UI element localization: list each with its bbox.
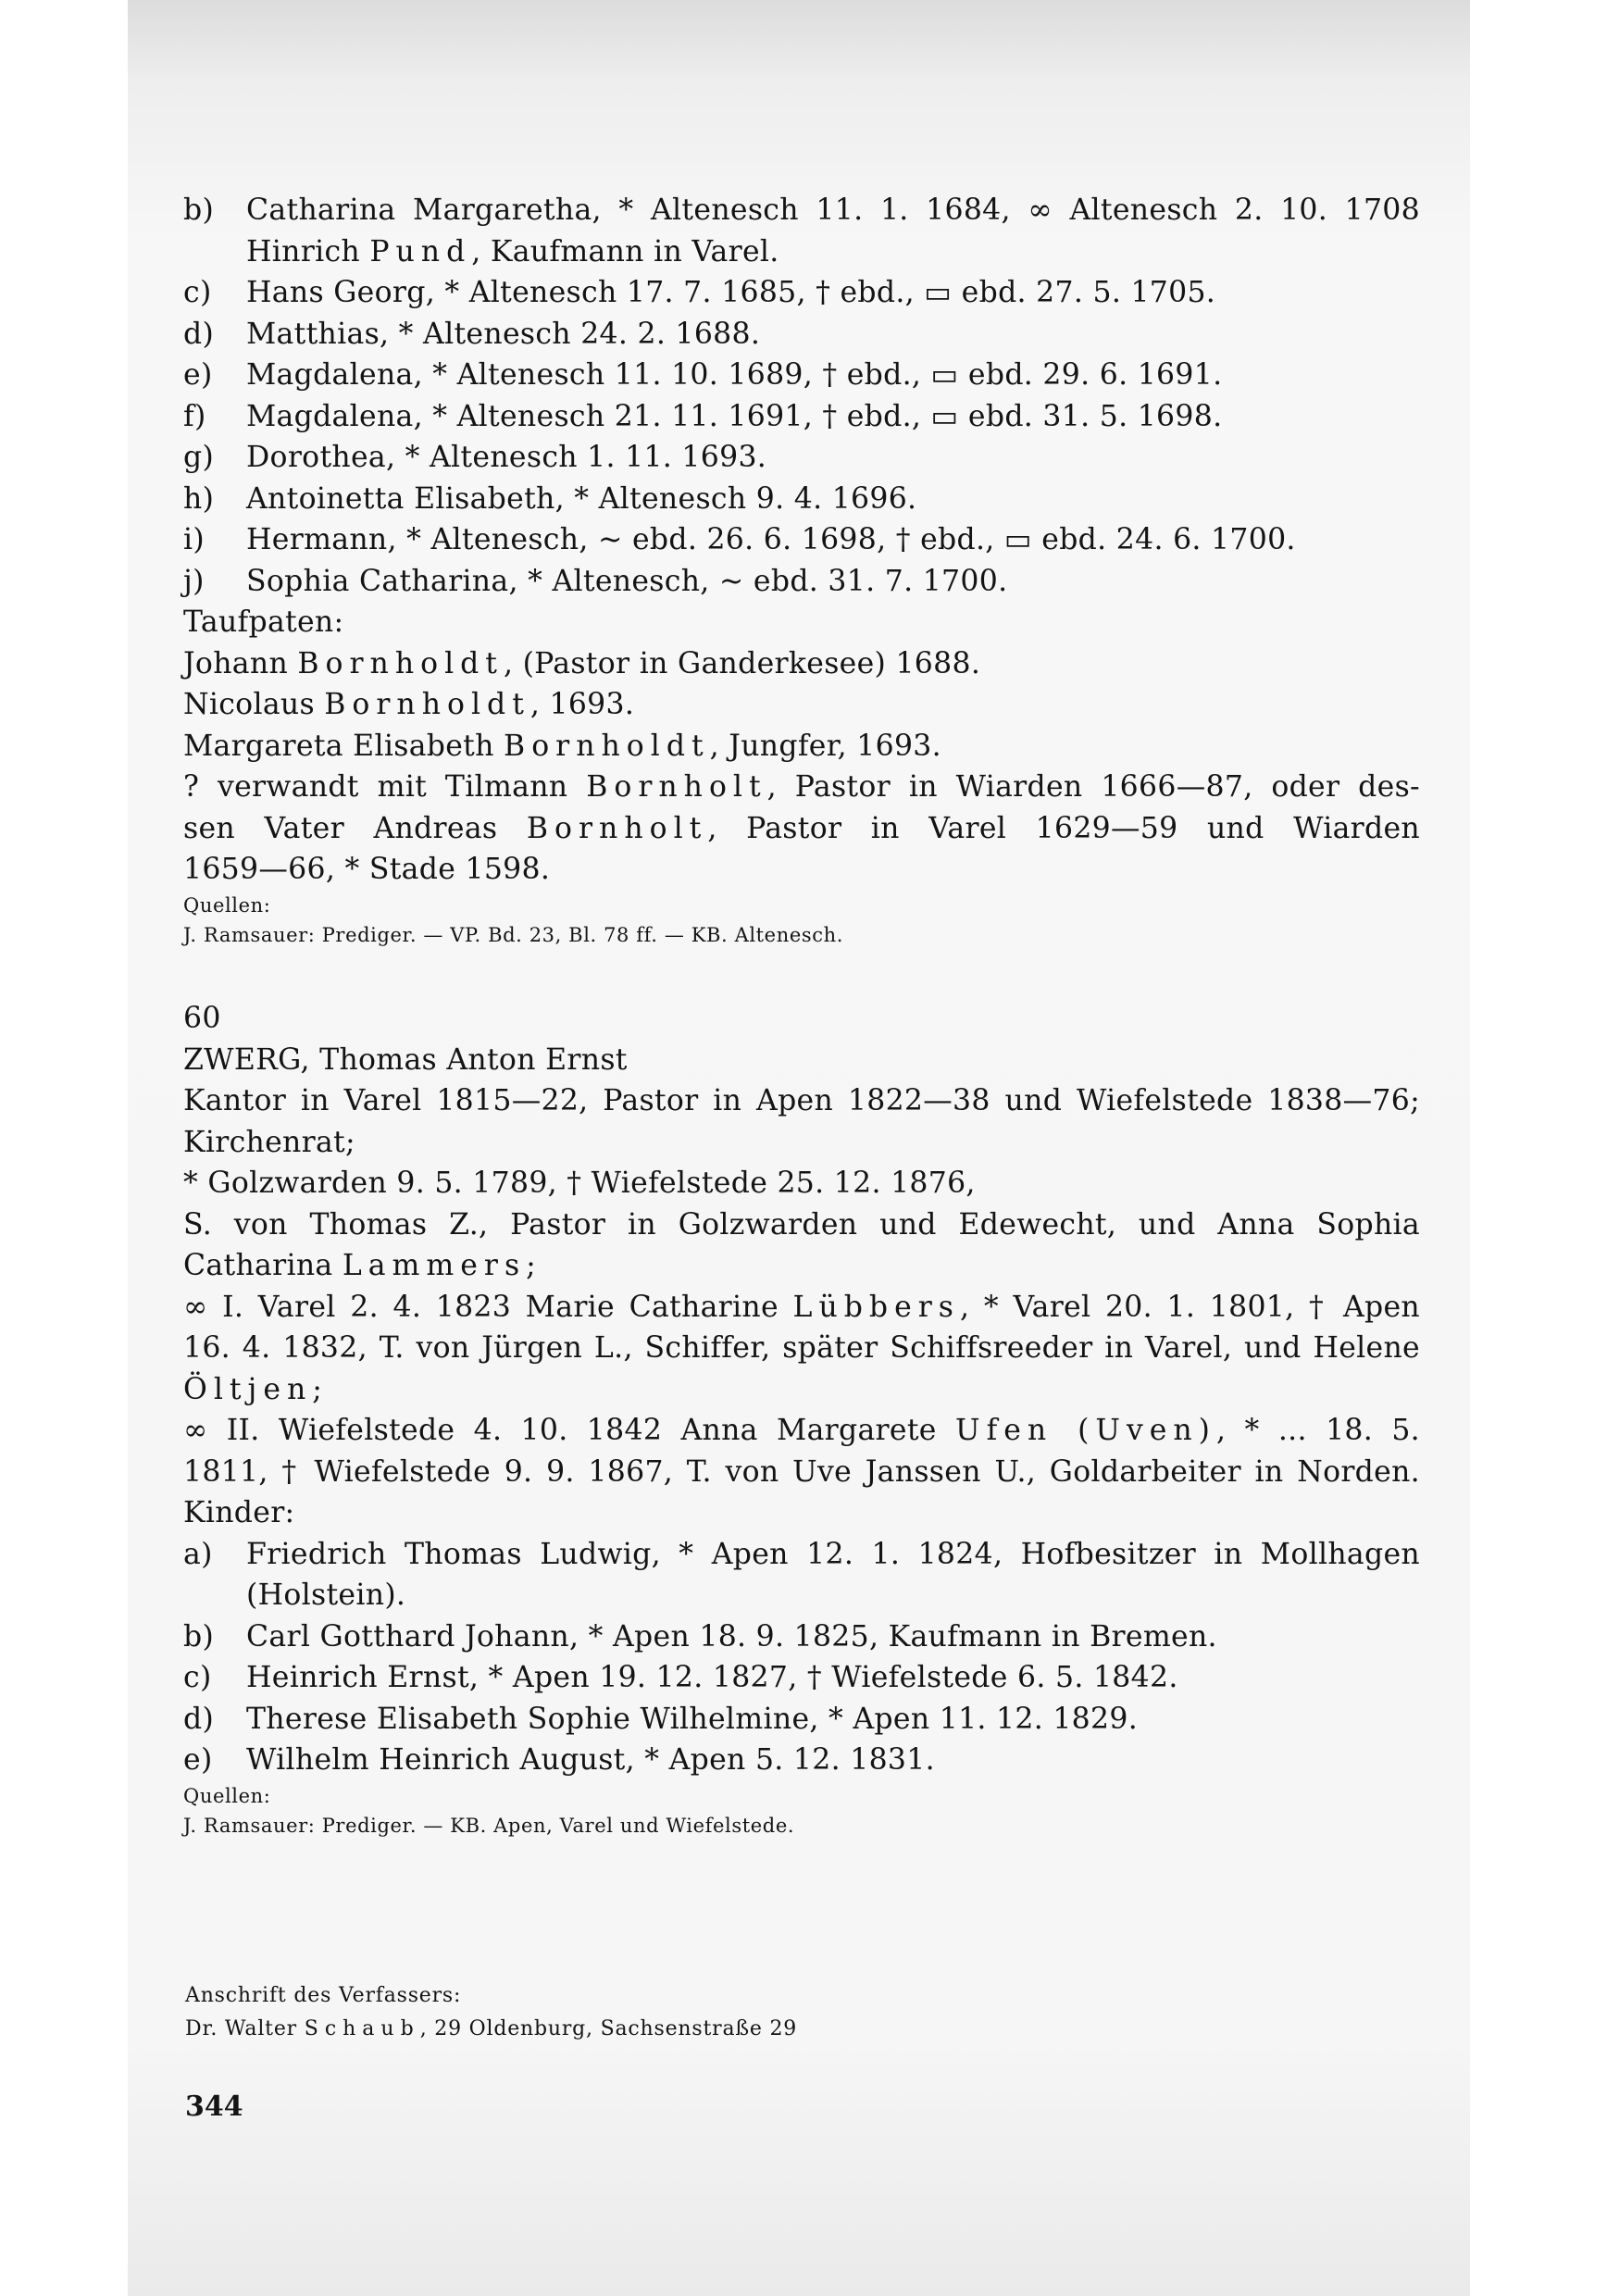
- list-item: h) Antoinetta Elisabeth, * Altenesch 9. 4. 1696.: [183, 479, 1420, 520]
- item-label: g): [183, 441, 215, 474]
- marriage-line: ∞ I. Varel 2. 4. 1823 Marie Catharine Lübbers, * Varel 20. 1. 1801, † Apen: [183, 1290, 1420, 1324]
- item-label: j): [183, 564, 205, 598]
- list-item: b) Catharina Margaretha, * Altenesch 11. 1. 1684, ∞ Altenesch 2. 10. 1708: [183, 190, 1420, 231]
- note-line: 1659—66, * Stade 1598.: [183, 853, 551, 886]
- entry-59-continuation: [183, 190, 1420, 950]
- item-label: h): [183, 481, 215, 516]
- list-item: j) Sophia Catharina, * Altenesch, ~ ebd. 31. 7. 1700.: [183, 561, 1420, 603]
- list-item: c) Heinrich Ernst, * Apen 19. 12. 1827, † Wiefelstede 6. 5. 1842.: [183, 1657, 1420, 1699]
- list-item: f) Magdalena, * Altenesch 21. 11. 1691, † ebd., ▭ ebd. 31. 5. 1698.: [183, 396, 1420, 438]
- sources-heading: Quellen:: [183, 1784, 271, 1807]
- surname: Schaub: [304, 2017, 420, 2040]
- godparent-line: Margareta Elisabeth Bornholdt, Jungfer, 1693.: [183, 729, 941, 763]
- marriage-line: 1811, † Wiefelstede 9. 9. 1867, T. von Uve Janssen U., Goldarbeiter in Norden.: [183, 1454, 1420, 1489]
- list-item: a) Friedrich Thomas Ludwig, * Apen 12. 1. 1824, Hofbesitzer in Mollhagen: [183, 1534, 1420, 1576]
- parents-line: Catharina Lammers;: [183, 1249, 537, 1282]
- item-label: e): [183, 1743, 213, 1777]
- godparent-line: Nicolaus Bornholdt, 1693.: [183, 688, 635, 721]
- surname: Bornholdt: [297, 646, 504, 680]
- list-item: g) Dorothea, * Altenesch 1. 11. 1693.: [183, 437, 1420, 479]
- career-line: Kirchenrat;: [183, 1125, 355, 1159]
- list-item: e) Wilhelm Heinrich August, * Apen 5. 12. 1831.: [183, 1740, 1420, 1781]
- item-label: d): [183, 317, 215, 351]
- list-item: c) Hans Georg, * Altenesch 17. 7. 1685, † ebd., ▭ ebd. 27. 5. 1705.: [183, 272, 1420, 314]
- parents-line: S. von Thomas Z., Pastor in Golzwarden und Edewecht, und Anna Sophia: [183, 1207, 1420, 1242]
- item-label: b): [183, 1619, 215, 1653]
- address-line: Dr. Walter Schaub, 29 Oldenburg, Sachsenstraße 29: [185, 2017, 798, 2040]
- item-label: b): [183, 193, 215, 227]
- list-item: d) Therese Elisabeth Sophie Wilhelmine, * Apen 11. 12. 1829.: [183, 1699, 1420, 1741]
- surname: Bornholt: [526, 811, 708, 845]
- list-item: i) Hermann, * Altenesch, ~ ebd. 26. 6. 1698, † ebd., ▭ ebd. 24. 6. 1700.: [183, 519, 1420, 561]
- item-label: i): [183, 523, 205, 556]
- marriage-line: ∞ II. Wiefelstede 4. 10. 1842 Anna Margarete Ufen (Uven), * ... 18. 5.: [183, 1414, 1420, 1447]
- list-item: e) Magdalena, * Altenesch 11. 10. 1689, † ebd., ▭ ebd. 29. 6. 1691.: [183, 355, 1420, 396]
- kinder-heading: Kinder:: [183, 1496, 295, 1529]
- note-line: ? verwandt mit Tilmann Bornholt, Pastor in Wiarden 1666—87, oder des-: [183, 770, 1420, 804]
- surname: Öltjen: [183, 1372, 313, 1406]
- surname: Bornholdt: [324, 688, 530, 721]
- surname: Lammers: [342, 1249, 527, 1282]
- list-item: b) Carl Gotthard Johann, * Apen 18. 9. 1825, Kaufmann in Bremen.: [183, 1616, 1420, 1658]
- note-line: sen Vater Andreas Bornholt, Pastor in Varel 1629—59 und Wiarden: [183, 811, 1421, 845]
- marriage-line: Öltjen;: [183, 1372, 323, 1406]
- item-label: c): [183, 276, 212, 309]
- item-label: f): [183, 399, 206, 433]
- list-item-continuation: Hinrich Pund, Kaufmann in Varel.: [246, 234, 779, 268]
- page-number: 344: [185, 2090, 243, 2123]
- item-label: e): [183, 358, 213, 392]
- item-label: c): [183, 1661, 212, 1694]
- item-label: d): [183, 1702, 215, 1736]
- marriage-line: 16. 4. 1832, T. von Jürgen L., Schiffer, später Schiffsreeder in Varel, und Helene: [183, 1331, 1420, 1365]
- address-heading: Anschrift des Verfassers:: [185, 1984, 462, 2007]
- item-label: a): [183, 1537, 213, 1571]
- list-item-continuation: (Holstein).: [246, 1578, 406, 1612]
- career-line: Kantor in Varel 1815—22, Pastor in Apen 1822—38 und Wiefelstede 1838—76;: [183, 1084, 1420, 1117]
- entry-60: [183, 998, 1420, 1841]
- sources-heading: Quellen:: [183, 893, 271, 917]
- surname: Lübbers: [792, 1290, 960, 1324]
- surname: Bornholt: [586, 770, 767, 804]
- surname: Bornholdt: [504, 729, 710, 763]
- sources-text: J. Ramsauer: Prediger. — KB. Apen, Varel und Wiefelstede.: [183, 1814, 795, 1837]
- birth-death-line: * Golzwarden 9. 5. 1789, † Wiefelstede 25. 12. 1876,: [183, 1167, 976, 1200]
- surname: Ufen (Uven): [955, 1414, 1216, 1447]
- godparent-line: Johann Bornholdt, (Pastor in Ganderkesee) 1688.: [183, 646, 981, 680]
- entry-number: 60: [183, 1002, 221, 1035]
- surname: Pund: [369, 234, 472, 268]
- entry-name: ZWERG, Thomas Anton Ernst: [183, 1042, 628, 1077]
- sources-text: J. Ramsauer: Prediger. — VP. Bd. 23, Bl. 78 ff. — KB. Altenesch.: [183, 923, 844, 946]
- taufpaten-heading: Taufpaten:: [183, 605, 344, 639]
- list-item: d) Matthias, * Altenesch 24. 2. 1688.: [183, 314, 1420, 356]
- author-address: [185, 1979, 1296, 2046]
